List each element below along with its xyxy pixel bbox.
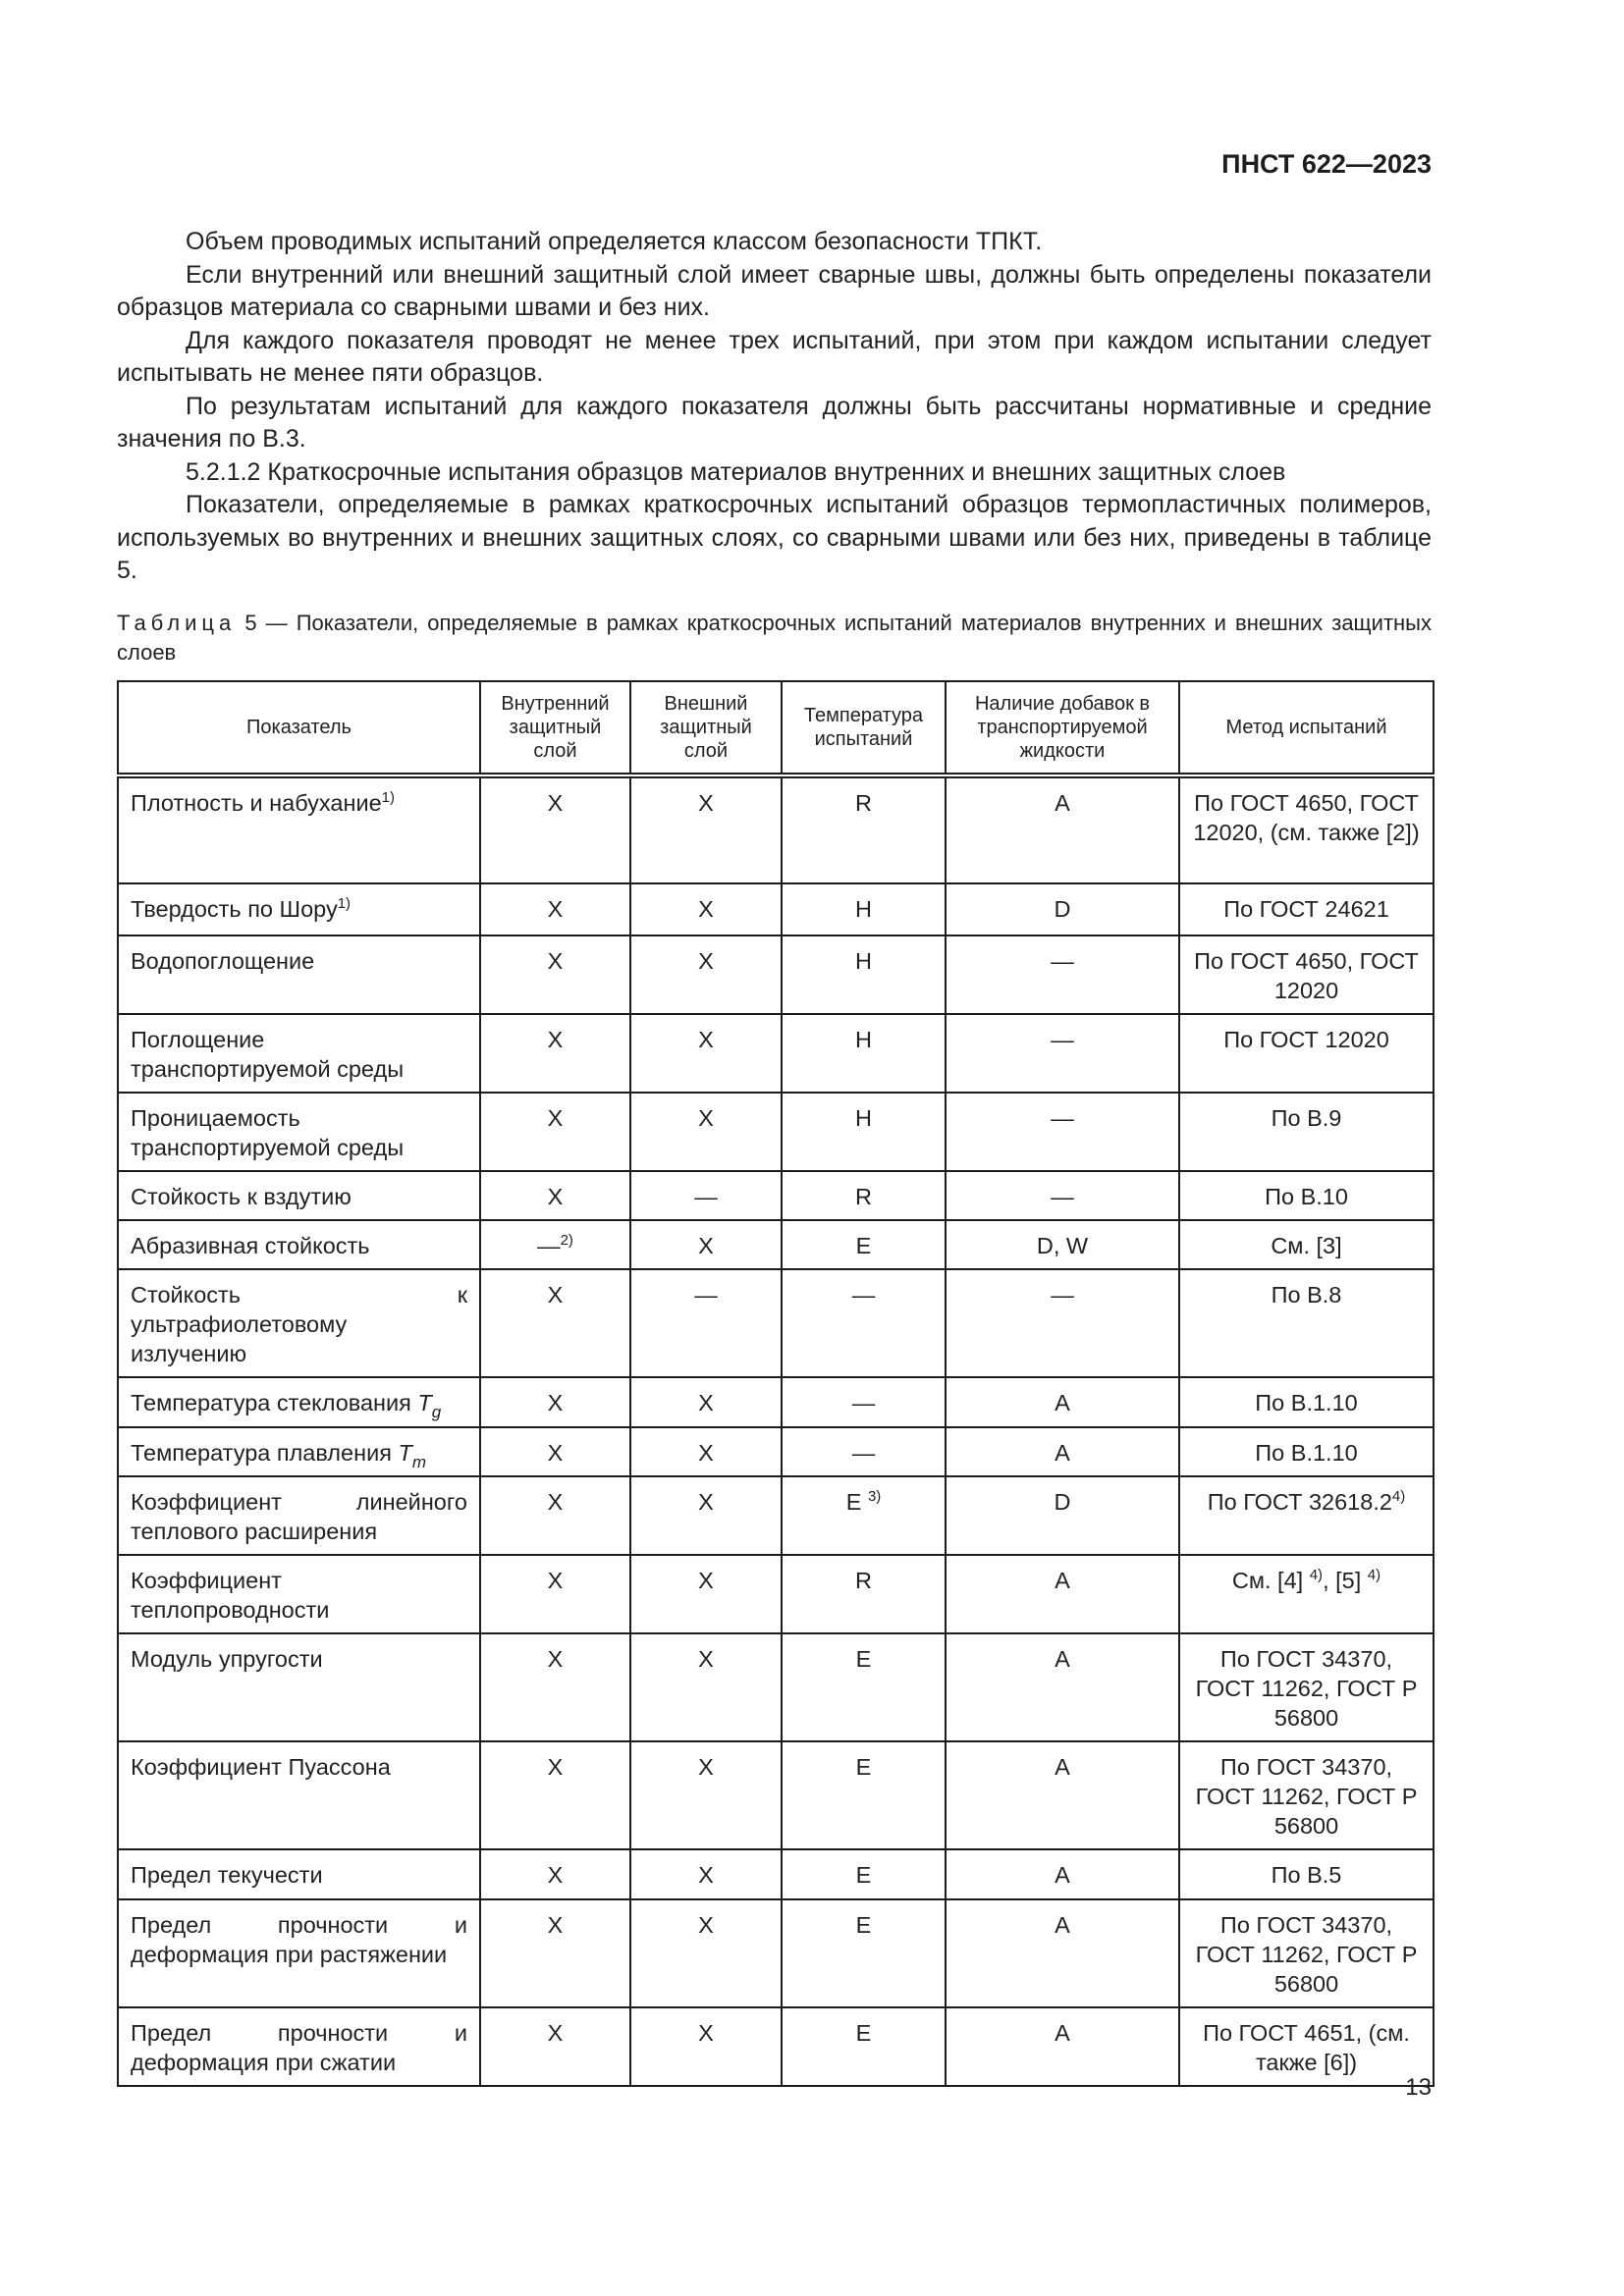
table-row	[118, 1633, 1434, 1741]
cell-additives: —	[946, 1093, 1179, 1171]
paragraph: Для каждого показателя проводят не менее трех испытаний, при этом при каждом испытании следует испытывать не менее пяти образцов.	[117, 326, 1432, 387]
cell-outer: X	[630, 1899, 782, 2007]
cell-method: По В.10	[1179, 1171, 1434, 1220]
cell-method: По ГОСТ 34370, ГОСТ 11262, ГОСТ Р 56800	[1179, 1899, 1434, 2007]
cell-inner: X	[480, 935, 630, 1014]
cell-inner: X	[480, 775, 630, 883]
cell-outer: X	[630, 1377, 782, 1427]
table-row	[118, 883, 1434, 935]
cell-outer: X	[630, 1741, 782, 1849]
cell-temp: R	[782, 775, 946, 883]
cell-indicator: Предел текучести	[118, 1849, 480, 1899]
cell-temp: H	[782, 935, 946, 1014]
cell-inner: X	[480, 1377, 630, 1427]
cell-additives: A	[946, 1555, 1179, 1633]
document-id-header: ПНСТ 622—2023	[1221, 149, 1432, 179]
cell-method: По ГОСТ 12020	[1179, 1014, 1434, 1093]
cell-outer: X	[630, 883, 782, 935]
cell-inner: X	[480, 1427, 630, 1476]
cell-temp: E	[782, 1741, 946, 1849]
cell-indicator: Коэффициент теплопроводности	[118, 1555, 480, 1633]
table-caption-text: — Показатели, определяемые в рамках краткосрочных испытаний материалов внутренних и внешних защитных слоев	[117, 611, 1432, 665]
cell-inner: —$^{2)}$	[480, 1220, 630, 1269]
cell-outer: X	[630, 1014, 782, 1093]
cell-temp: E	[782, 1633, 946, 1741]
cell-temp: E $^{3)}$	[782, 1476, 946, 1555]
cell-method: По В.8	[1179, 1269, 1434, 1377]
table-header-row	[118, 681, 1434, 775]
table-row	[118, 1269, 1434, 1377]
cell-additives: A	[946, 1849, 1179, 1899]
cell-indicator: Температура плавления $T_m$	[118, 1427, 480, 1476]
cell-method: См. [4] $^{4)}$, [5] $^{4)}$	[1179, 1555, 1434, 1633]
cell-temp: R	[782, 1171, 946, 1220]
table-row	[118, 1220, 1434, 1269]
cell-outer: X	[630, 1427, 782, 1476]
cell-additives: D	[946, 1476, 1179, 1555]
cell-temp: H	[782, 883, 946, 935]
cell-method: По ГОСТ 4651, (см. также [6])	[1179, 2007, 1434, 2086]
cell-additives: —	[946, 935, 1179, 1014]
section-heading: 5.2.1.2 Краткосрочные испытания образцов материалов внутренних и внешних защитных слоев	[186, 457, 1286, 486]
cell-indicator: Поглощение транспортируемой среды	[118, 1014, 480, 1093]
column-header: Внутренний защитный слой	[480, 681, 630, 775]
cell-temp: —	[782, 1269, 946, 1377]
table-row	[118, 935, 1434, 1014]
column-header: Внешний защитный слой	[630, 681, 782, 775]
table-row	[118, 1476, 1434, 1555]
column-header: Метод испытаний	[1179, 681, 1434, 775]
cell-inner: X	[480, 1171, 630, 1220]
cell-method: По ГОСТ 4650, ГОСТ 12020, (см. также [2])	[1179, 775, 1434, 883]
table-row	[118, 1171, 1434, 1220]
cell-temp: H	[782, 1093, 946, 1171]
table-row	[118, 1555, 1434, 1633]
cell-method: По ГОСТ 34370, ГОСТ 11262, ГОСТ Р 56800	[1179, 1741, 1434, 1849]
paragraph: Если внутренний или внешний защитный слой имеет сварные швы, должны быть определены показатели образцов материала со сварными швами и без них.	[117, 260, 1432, 321]
table-row	[118, 1849, 1434, 1899]
cell-inner: X	[480, 1633, 630, 1741]
cell-temp: R	[782, 1555, 946, 1633]
cell-indicator: Коэффициент Пуассона	[118, 1741, 480, 1849]
cell-outer: X	[630, 935, 782, 1014]
cell-additives: —	[946, 1171, 1179, 1220]
table-row	[118, 2007, 1434, 2086]
cell-method: По В.5	[1179, 1849, 1434, 1899]
cell-method: По В.1.10	[1179, 1427, 1434, 1476]
cell-inner: X	[480, 1741, 630, 1849]
cell-additives: D, W	[946, 1220, 1179, 1269]
cell-indicator: Стойкость к вздутию	[118, 1171, 480, 1220]
cell-additives: —	[946, 1269, 1179, 1377]
cell-indicator: Абразивная стойкость	[118, 1220, 480, 1269]
cell-additives: D	[946, 883, 1179, 935]
cell-outer: —	[630, 1171, 782, 1220]
column-header: Показатель	[118, 681, 480, 775]
cell-indicator: Предел прочности и деформация при растяжении	[118, 1899, 480, 2007]
cell-inner: X	[480, 1849, 630, 1899]
cell-indicator: Коэффициент линейного теплового расширения	[118, 1476, 480, 1555]
column-header: Температура испытаний	[782, 681, 946, 775]
cell-method: По ГОСТ 34370, ГОСТ 11262, ГОСТ Р 56800	[1179, 1633, 1434, 1741]
cell-inner: X	[480, 1899, 630, 2007]
cell-indicator: Твердость по Шору$^{1)}$	[118, 883, 480, 935]
cell-additives: A	[946, 1741, 1179, 1849]
cell-inner: X	[480, 1014, 630, 1093]
cell-method: По В.1.10	[1179, 1377, 1434, 1427]
table-row	[118, 1014, 1434, 1093]
cell-additives: A	[946, 1427, 1179, 1476]
cell-method: См. [3]	[1179, 1220, 1434, 1269]
paragraph: Объем проводимых испытаний определяется классом безопасности ТПКТ.	[186, 228, 1043, 255]
cell-temp: —	[782, 1427, 946, 1476]
cell-additives: A	[946, 1633, 1179, 1741]
cell-temp: E	[782, 1849, 946, 1899]
cell-additives: A	[946, 2007, 1179, 2086]
cell-outer: X	[630, 1633, 782, 1741]
table-row	[118, 1093, 1434, 1171]
cell-outer: X	[630, 1220, 782, 1269]
cell-inner: X	[480, 2007, 630, 2086]
cell-inner: X	[480, 1269, 630, 1377]
page-number: 13	[1405, 2074, 1432, 2101]
table-row	[118, 1741, 1434, 1849]
paragraph: Показатели, определяемые в рамках краткосрочных испытаний образцов термопластичных полимеров, используемых во внутренних и внешних защитных слоях, со сварными швами или без них, приведены в таблице 5.	[117, 491, 1432, 584]
table-caption	[117, 609, 1432, 667]
cell-indicator: Модуль упругости	[118, 1633, 480, 1741]
cell-outer: X	[630, 1555, 782, 1633]
cell-inner: X	[480, 883, 630, 935]
cell-inner: X	[480, 1476, 630, 1555]
cell-inner: X	[480, 1555, 630, 1633]
cell-additives: A	[946, 775, 1179, 883]
cell-outer: X	[630, 775, 782, 883]
cell-outer: X	[630, 2007, 782, 2086]
cell-outer: —	[630, 1269, 782, 1377]
cell-temp: H	[782, 1014, 946, 1093]
indicators-table	[117, 680, 1435, 2087]
cell-indicator: Плотность и набухание$^{1)}$	[118, 775, 480, 883]
cell-temp: —	[782, 1377, 946, 1427]
cell-outer: X	[630, 1093, 782, 1171]
table-row	[118, 1427, 1434, 1476]
column-header: Наличие добавок в транспортируемой жидкости	[946, 681, 1179, 775]
table-row	[118, 1377, 1434, 1427]
cell-method: По В.9	[1179, 1093, 1434, 1171]
cell-additives: A	[946, 1377, 1179, 1427]
paragraph: По результатам испытаний для каждого показателя должны быть рассчитаны нормативные и средние значения по В.3.	[117, 392, 1432, 453]
cell-outer: X	[630, 1476, 782, 1555]
body-text	[117, 226, 1432, 588]
table-row	[118, 775, 1434, 883]
cell-indicator: Стойкость к ультрафиолетовому излучению	[118, 1269, 480, 1377]
cell-indicator: Водопоглощение	[118, 935, 480, 1014]
cell-indicator: Предел прочности и деформация при сжатии	[118, 2007, 480, 2086]
cell-additives: A	[946, 1899, 1179, 2007]
cell-inner: X	[480, 1093, 630, 1171]
cell-temp: E	[782, 1220, 946, 1269]
cell-indicator: Температура стеклования $T_g$	[118, 1377, 480, 1427]
cell-method: По ГОСТ 32618.2$^{4)}$	[1179, 1476, 1434, 1555]
cell-method: По ГОСТ 4650, ГОСТ 12020	[1179, 935, 1434, 1014]
cell-outer: X	[630, 1849, 782, 1899]
table-caption-number: 5	[244, 611, 257, 635]
table-row	[118, 1899, 1434, 2007]
cell-additives: —	[946, 1014, 1179, 1093]
cell-method: По ГОСТ 24621	[1179, 883, 1434, 935]
table-caption-label: Таблица	[117, 611, 237, 635]
cell-temp: E	[782, 2007, 946, 2086]
cell-indicator: Проницаемость транспортируемой среды	[118, 1093, 480, 1171]
cell-temp: E	[782, 1899, 946, 2007]
